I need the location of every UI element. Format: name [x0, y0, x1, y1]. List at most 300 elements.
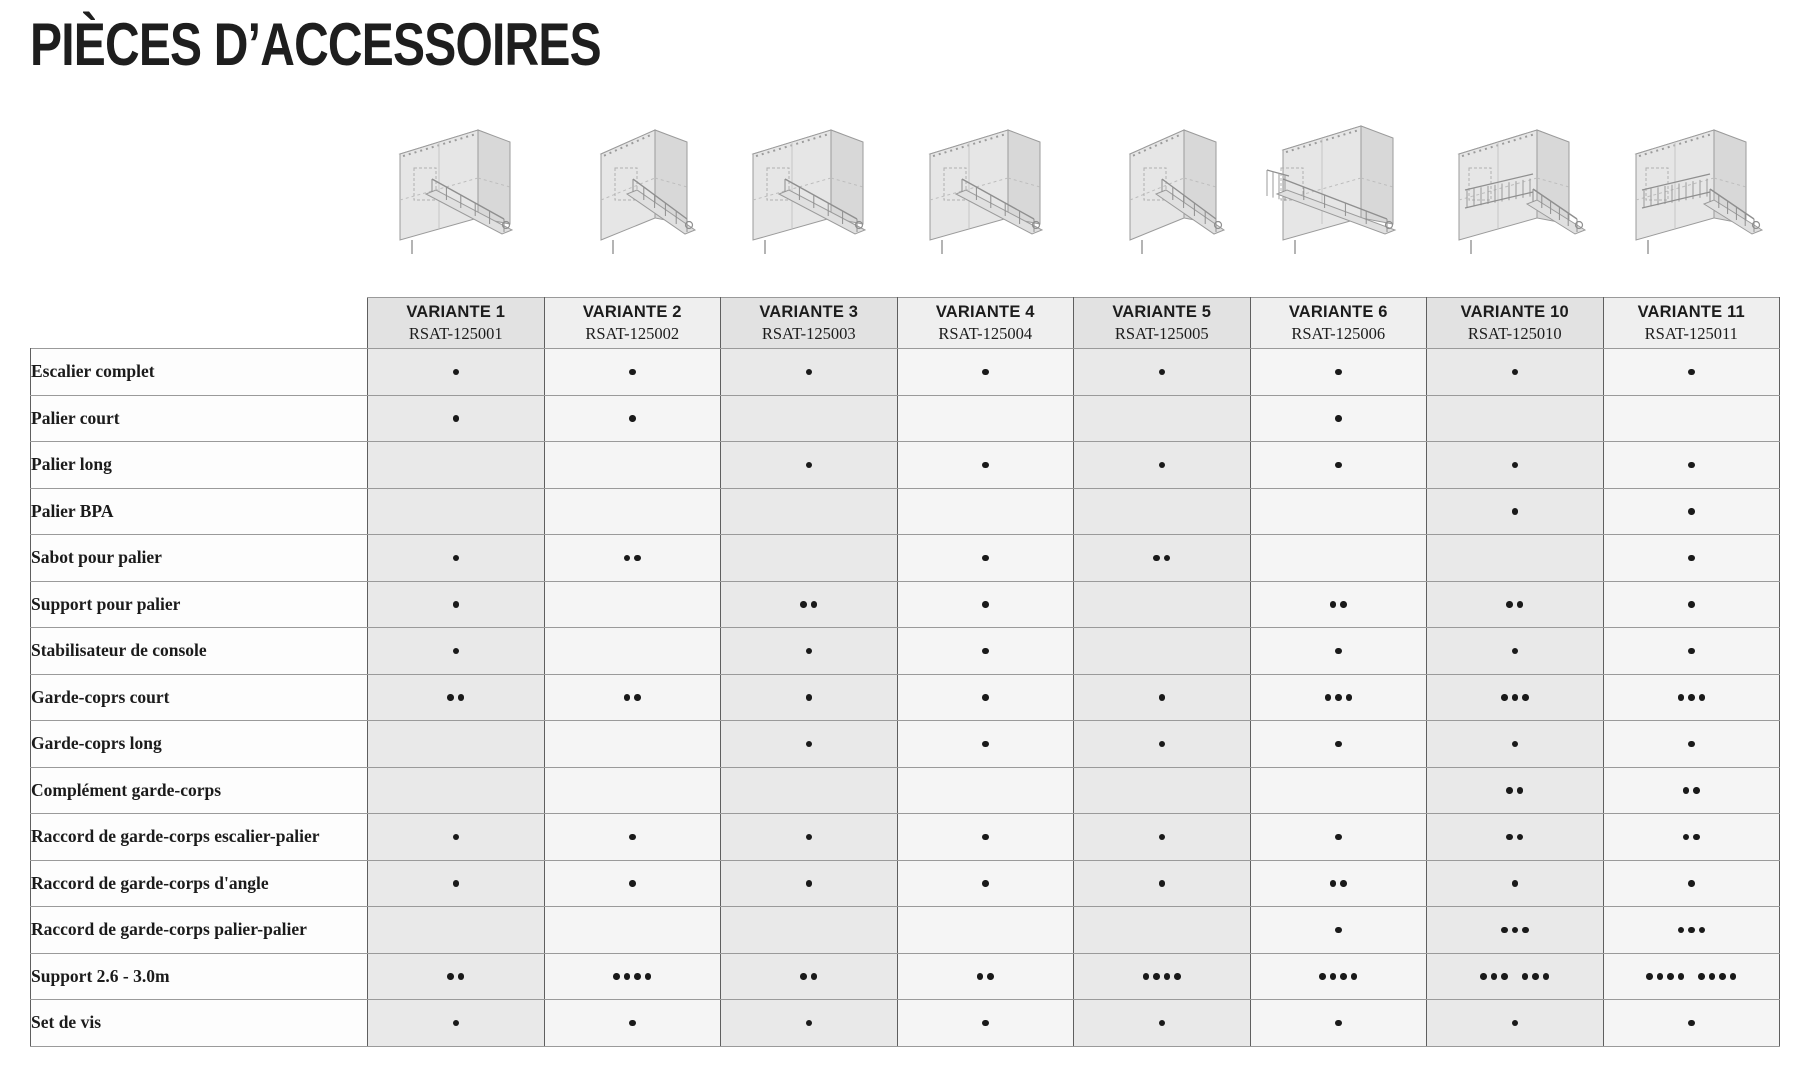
qty-cell — [897, 535, 1074, 582]
dot-group — [453, 555, 460, 562]
quantity-dot — [1153, 555, 1160, 562]
column-header-variante-10 — [1427, 298, 1604, 349]
qty-dots — [1604, 768, 1780, 814]
dot-group — [1325, 694, 1353, 701]
qty-cell — [721, 395, 898, 442]
quantity-dot — [1506, 787, 1513, 794]
qty-cell — [1074, 488, 1251, 535]
variant-name: VARIANTE 6 — [1288, 303, 1388, 321]
qty-cell — [544, 628, 721, 675]
quantity-dot — [806, 369, 813, 376]
row-label: Support 2.6 - 3.0m — [31, 953, 368, 1000]
qty-dots — [1251, 628, 1427, 674]
qty-cell — [897, 674, 1074, 721]
dot-group — [453, 601, 460, 608]
qty-dots — [721, 675, 897, 721]
dot-group — [806, 880, 813, 887]
qty-cell — [368, 860, 545, 907]
dot-group — [982, 369, 989, 376]
table-row — [31, 442, 1780, 489]
qty-dots — [1427, 861, 1603, 907]
qty-dots — [368, 675, 544, 721]
qty-cell — [897, 814, 1074, 861]
qty-cell — [1074, 767, 1251, 814]
quantity-dot — [1522, 927, 1529, 934]
qty-dots — [721, 442, 897, 488]
qty-cell — [1250, 488, 1427, 535]
dot-group — [629, 415, 636, 422]
row-label: Palier BPA — [31, 488, 368, 535]
qty-dots — [368, 396, 544, 442]
qty-cell — [544, 860, 721, 907]
qty-dots — [898, 535, 1074, 581]
variant-name: VARIANTE 5 — [1112, 303, 1212, 321]
dot-group — [453, 880, 460, 887]
qty-dots — [1074, 349, 1250, 395]
dot-group — [1512, 648, 1519, 655]
quantity-dot — [800, 973, 807, 980]
dot-group — [629, 880, 636, 887]
dot-group — [806, 369, 813, 376]
dot-group — [1506, 601, 1523, 608]
qty-dots — [721, 861, 897, 907]
dot-group — [1159, 462, 1166, 469]
qty-cell — [897, 628, 1074, 675]
dot-group — [806, 1020, 813, 1027]
quantity-dot — [458, 973, 465, 980]
qty-cell — [721, 953, 898, 1000]
qty-cell — [1427, 1000, 1604, 1047]
variant-3-building-stair-drawing — [720, 108, 897, 258]
dot-group — [629, 834, 636, 841]
qty-dots — [721, 814, 897, 860]
qty-dots — [1604, 442, 1780, 488]
qty-cell — [1603, 907, 1780, 954]
qty-cell — [1250, 395, 1427, 442]
quantity-dot — [982, 1020, 989, 1027]
variant-code: RSAT-125006 — [1291, 324, 1386, 343]
qty-cell — [897, 1000, 1074, 1047]
dot-group — [1335, 462, 1342, 469]
quantity-dot — [1335, 462, 1342, 469]
quantity-dot — [1501, 973, 1508, 980]
dot-group — [1688, 741, 1695, 748]
quantity-dot — [1159, 880, 1166, 887]
qty-dots — [368, 1000, 544, 1046]
quantity-dot — [1506, 834, 1513, 841]
row-label: Complément garde-corps — [31, 767, 368, 814]
qty-cell — [1427, 535, 1604, 582]
qty-cell — [1074, 953, 1251, 1000]
table-row — [31, 395, 1780, 442]
quantity-dot — [1719, 973, 1726, 980]
qty-cell — [1603, 442, 1780, 489]
qty-cell — [897, 860, 1074, 907]
quantity-dot — [1688, 369, 1695, 376]
quantity-dot — [1335, 927, 1342, 934]
dot-group — [447, 973, 464, 980]
qty-cell — [544, 767, 721, 814]
variant-name: VARIANTE 11 — [1637, 303, 1745, 321]
qty-cell — [544, 349, 721, 396]
quantity-dot — [613, 973, 620, 980]
table-row — [31, 349, 1780, 396]
table-row — [31, 767, 1780, 814]
dot-group — [1480, 973, 1508, 980]
table-row — [31, 628, 1780, 675]
building-stair-drawing — [1612, 112, 1770, 258]
qty-cell — [1603, 395, 1780, 442]
dot-group — [1512, 1020, 1519, 1027]
qty-dots — [1074, 814, 1250, 860]
quantity-dot — [1501, 694, 1508, 701]
qty-cell — [1074, 907, 1251, 954]
quantity-dot — [1688, 462, 1695, 469]
qty-dots — [1427, 675, 1603, 721]
qty-cell — [544, 395, 721, 442]
quantity-dot — [629, 834, 636, 841]
quantity-dot — [453, 834, 460, 841]
qty-dots — [368, 861, 544, 907]
qty-cell — [1603, 535, 1780, 582]
quantity-dot — [1688, 694, 1695, 701]
dot-group — [453, 369, 460, 376]
variant-code: RSAT-125005 — [1114, 324, 1209, 343]
qty-cell — [1603, 349, 1780, 396]
qty-cell — [544, 907, 721, 954]
variant-code: RSAT-125001 — [408, 324, 503, 343]
row-label: Garde-coprs court — [31, 674, 368, 721]
quantity-dot — [1325, 694, 1332, 701]
qty-dots — [1604, 489, 1780, 535]
row-label: Garde-coprs long — [31, 721, 368, 768]
qty-dots — [1251, 954, 1427, 1000]
dot-group — [453, 1020, 460, 1027]
quantity-dot — [1678, 973, 1685, 980]
qty-cell — [897, 395, 1074, 442]
qty-cell — [721, 1000, 898, 1047]
dot-group — [1688, 369, 1695, 376]
quantity-dot — [453, 369, 460, 376]
quantity-dot — [1688, 601, 1695, 608]
qty-dots — [1604, 349, 1780, 395]
dot-group — [1688, 880, 1695, 887]
qty-cell — [1427, 907, 1604, 954]
qty-cell — [1427, 488, 1604, 535]
quantity-dot — [1517, 601, 1524, 608]
qty-dots — [545, 349, 721, 395]
qty-cell — [1074, 860, 1251, 907]
table-row — [31, 674, 1780, 721]
qty-cell — [897, 953, 1074, 1000]
qty-cell — [1074, 349, 1251, 396]
qty-dots — [1251, 907, 1427, 953]
qty-dots — [368, 349, 544, 395]
qty-cell — [721, 628, 898, 675]
qty-cell — [1427, 674, 1604, 721]
qty-cell — [1603, 767, 1780, 814]
qty-cell — [368, 442, 545, 489]
qty-cell — [1074, 535, 1251, 582]
qty-dots — [1604, 814, 1780, 860]
quantity-dot — [1159, 369, 1166, 376]
quantity-dot — [1688, 648, 1695, 655]
qty-cell — [721, 674, 898, 721]
variant-code: RSAT-125004 — [938, 324, 1033, 343]
dot-group — [1335, 834, 1342, 841]
qty-dots — [1251, 349, 1427, 395]
qty-cell — [1603, 721, 1780, 768]
qty-cell — [1427, 860, 1604, 907]
row-label: Escalier complet — [31, 349, 368, 396]
quantity-dot — [629, 415, 636, 422]
table-row — [31, 488, 1780, 535]
quantity-dot — [987, 973, 994, 980]
dot-group — [982, 555, 989, 562]
quantity-dot — [1330, 880, 1337, 887]
dot-group — [1698, 973, 1736, 980]
dot-group — [1678, 694, 1706, 701]
column-header-variante-1 — [368, 298, 545, 349]
variant-code: RSAT-125011 — [1644, 324, 1738, 343]
building-stair-drawing — [376, 112, 534, 258]
quantity-dot — [1657, 973, 1664, 980]
building-stair-drawing — [1259, 112, 1417, 258]
qty-dots — [1427, 768, 1603, 814]
qty-dots — [721, 628, 897, 674]
quantity-dot — [453, 648, 460, 655]
column-header-variante-6 — [1250, 298, 1427, 349]
building-stair-drawing — [729, 112, 887, 258]
qty-dots — [368, 814, 544, 860]
dot-group — [1335, 927, 1342, 934]
qty-dots — [1427, 349, 1603, 395]
quantity-dot — [1517, 787, 1524, 794]
quantity-dot — [1340, 601, 1347, 608]
quantity-dot — [1512, 508, 1519, 515]
variant-11-building-stair-drawing — [1603, 108, 1780, 258]
dot-group — [982, 880, 989, 887]
quantity-dot — [982, 880, 989, 887]
qty-dots — [1251, 396, 1427, 442]
quantity-dot — [1688, 927, 1695, 934]
qty-cell — [1250, 628, 1427, 675]
qty-cell — [1250, 767, 1427, 814]
qty-cell — [1250, 953, 1427, 1000]
qty-cell — [1074, 581, 1251, 628]
qty-dots — [898, 675, 1074, 721]
qty-dots — [368, 628, 544, 674]
quantity-dot — [1335, 648, 1342, 655]
quantity-dot — [1164, 973, 1171, 980]
qty-dots — [721, 582, 897, 628]
dot-group — [1159, 834, 1166, 841]
variant-name: VARIANTE 1 — [406, 303, 506, 321]
quantity-dot — [634, 555, 641, 562]
qty-dots — [545, 814, 721, 860]
dot-group — [982, 601, 989, 608]
qty-cell — [1603, 953, 1780, 1000]
qty-dots — [1074, 861, 1250, 907]
quantity-dot — [1730, 973, 1737, 980]
qty-dots — [368, 535, 544, 581]
qty-dots — [721, 1000, 897, 1046]
variant-name: VARIANTE 2 — [582, 303, 682, 321]
quantity-dot — [1683, 787, 1690, 794]
qty-cell — [721, 814, 898, 861]
table-row — [31, 860, 1780, 907]
qty-dots — [1251, 861, 1427, 907]
dot-group — [1330, 880, 1347, 887]
quantity-dot — [1693, 834, 1700, 841]
qty-cell — [368, 535, 545, 582]
quantity-dot — [1159, 834, 1166, 841]
dot-group — [1501, 927, 1529, 934]
quantity-dot — [1164, 555, 1171, 562]
qty-cell — [721, 581, 898, 628]
quantity-dot — [629, 1020, 636, 1027]
qty-cell — [1603, 860, 1780, 907]
quantity-dot — [453, 880, 460, 887]
qty-cell — [721, 442, 898, 489]
qty-cell — [544, 1000, 721, 1047]
quantity-dot — [1174, 973, 1181, 980]
quantity-dot — [1678, 694, 1685, 701]
quantity-dot — [1698, 973, 1705, 980]
qty-cell — [544, 535, 721, 582]
dot-group — [806, 648, 813, 655]
building-stair-drawing — [1435, 112, 1593, 258]
qty-cell — [721, 535, 898, 582]
dot-group — [447, 694, 464, 701]
qty-cell — [368, 628, 545, 675]
variant-1-building-stair-drawing — [367, 108, 544, 258]
qty-dots — [898, 721, 1074, 767]
qty-dots — [898, 628, 1074, 674]
qty-cell — [544, 721, 721, 768]
quantity-dot — [806, 880, 813, 887]
qty-dots — [1427, 442, 1603, 488]
qty-cell — [368, 721, 545, 768]
qty-cell — [1250, 349, 1427, 396]
dot-group — [1512, 462, 1519, 469]
dot-group — [1522, 973, 1550, 980]
qty-cell — [1250, 674, 1427, 721]
quantity-dot — [1335, 415, 1342, 422]
qty-cell — [897, 488, 1074, 535]
dot-group — [624, 694, 641, 701]
qty-dots — [545, 396, 721, 442]
qty-dots — [1427, 907, 1603, 953]
column-header-variante-11 — [1603, 298, 1780, 349]
dot-group — [806, 834, 813, 841]
dot-group — [1506, 834, 1523, 841]
dot-group — [977, 973, 994, 980]
qty-cell — [1427, 767, 1604, 814]
quantity-dot — [982, 555, 989, 562]
dot-group — [1153, 555, 1170, 562]
table-row — [31, 535, 1780, 582]
dot-group — [982, 834, 989, 841]
qty-cell — [368, 674, 545, 721]
column-header-variante-2 — [544, 298, 721, 349]
quantity-dot — [1143, 973, 1150, 980]
dot-group — [1159, 741, 1166, 748]
qty-cell — [1074, 721, 1251, 768]
qty-dots — [1251, 1000, 1427, 1046]
quantity-dot — [811, 973, 818, 980]
qty-cell — [1250, 814, 1427, 861]
qty-cell — [368, 395, 545, 442]
quantity-dot — [1699, 927, 1706, 934]
qty-cell — [721, 860, 898, 907]
qty-dots — [898, 442, 1074, 488]
dot-group — [1688, 1020, 1695, 1027]
qty-cell — [1250, 907, 1427, 954]
quantity-dot — [1688, 741, 1695, 748]
quantity-dot — [1512, 369, 1519, 376]
qty-cell — [897, 907, 1074, 954]
qty-cell — [368, 581, 545, 628]
dot-group — [806, 694, 813, 701]
dot-group — [453, 415, 460, 422]
table-row — [31, 814, 1780, 861]
qty-cell — [368, 767, 545, 814]
variant-code: RSAT-125002 — [585, 324, 680, 343]
quantity-dot — [1688, 508, 1695, 515]
quantity-dot — [982, 741, 989, 748]
qty-dots — [898, 582, 1074, 628]
dot-group — [982, 741, 989, 748]
qty-cell — [1427, 628, 1604, 675]
dot-group — [1159, 694, 1166, 701]
qty-dots — [721, 349, 897, 395]
qty-dots — [545, 861, 721, 907]
quantity-dot — [982, 834, 989, 841]
qty-cell — [544, 488, 721, 535]
qty-cell — [1074, 814, 1251, 861]
dot-group — [1512, 369, 1519, 376]
qty-dots — [1604, 582, 1780, 628]
quantity-dot — [1522, 973, 1529, 980]
dot-group — [1159, 880, 1166, 887]
quantity-dot — [1699, 694, 1706, 701]
qty-cell — [1603, 628, 1780, 675]
page-title: PIÈCES D’ACCESSOIRES — [30, 11, 601, 78]
qty-cell — [721, 721, 898, 768]
qty-dots — [1251, 721, 1427, 767]
qty-cell — [368, 349, 545, 396]
qty-cell — [1074, 1000, 1251, 1047]
quantity-dot — [1330, 973, 1337, 980]
quantity-dot — [1646, 973, 1653, 980]
building-stair-drawing — [906, 112, 1064, 258]
quantity-dot — [634, 694, 641, 701]
quantity-dot — [806, 834, 813, 841]
qty-cell — [1250, 721, 1427, 768]
qty-cell — [1250, 860, 1427, 907]
quantity-dot — [1512, 880, 1519, 887]
row-label: Palier court — [31, 395, 368, 442]
dot-group — [1335, 369, 1342, 376]
dot-group — [982, 648, 989, 655]
qty-cell — [1074, 442, 1251, 489]
quantity-dot — [1709, 973, 1716, 980]
table-row — [31, 581, 1780, 628]
qty-cell — [1603, 581, 1780, 628]
quantity-dot — [1335, 369, 1342, 376]
variant-code: RSAT-125010 — [1467, 324, 1562, 343]
